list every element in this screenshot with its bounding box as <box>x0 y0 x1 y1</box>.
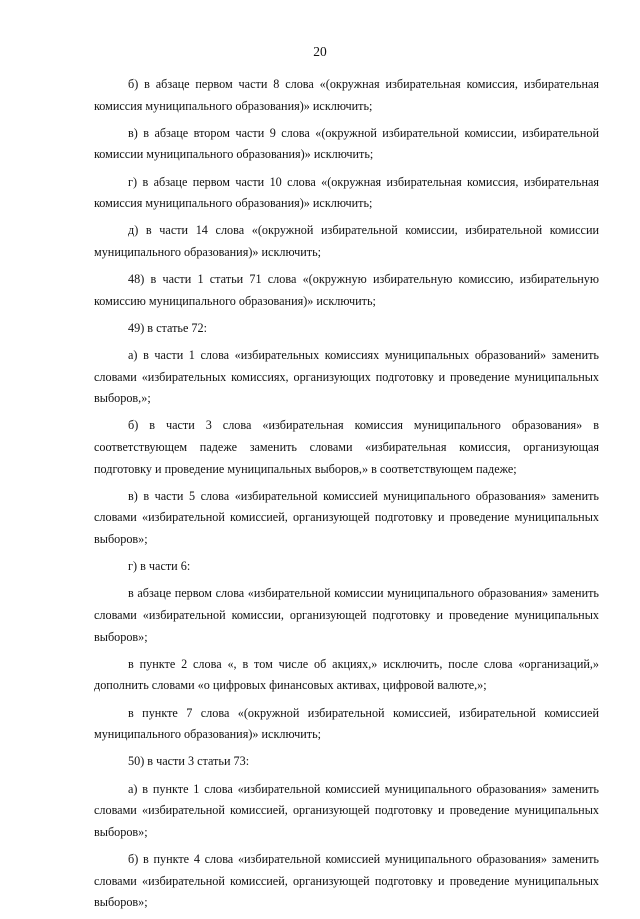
paragraph-item-d: д) в части 14 слова «(окружной избирательной комиссии, избирательной комиссии муниципального образования)» исключить; <box>94 223 599 259</box>
paragraph-49-g-abzac: в абзаце первом слова «избирательной комиссии муниципального образования» заменить словами «избирательной комиссии, организующей подготовку и проведение муниципальных выборов»; <box>94 586 599 644</box>
page-number: 20 <box>313 44 327 59</box>
paragraph-item-v: в) в абзаце втором части 9 слова «(окружной избирательной комиссии, избирательной комиссии муниципального образования)» исключить; <box>94 125 599 162</box>
paragraph-49-b: б) в части 3 слова «избирательная комиссия муниципального образования» в соответствующем падеже заменить словами «избирательная комиссия, организующая подготовку и проведение муниципальных выборов,» в соответствующем падеже; <box>94 418 599 476</box>
paragraph-50-b: б) в пункте 4 слова «избирательной комиссией муниципального образования» заменить словами «избирательной комиссией, организующей подготовку и проведение муниципальных выборов»; <box>94 851 599 910</box>
paragraph-point-50: 50) в части 3 статьи 73: <box>128 754 250 769</box>
paragraph-item-b: б) в абзаце первом части 8 слова «(окружная избирательная комиссия, избирательная комиссия муниципального образования)» исключить; <box>94 77 599 113</box>
paragraph-point-49: 49) в статье 72: <box>128 320 207 335</box>
paragraph-49-a: а) в части 1 слова «избирательных комиссиях муниципальных образований» заменить словами «избирательных комиссиях, организующих подготовку и проведение муниципальных выборов,»; <box>94 348 599 406</box>
paragraph-50-a: а) в пункте 1 слова «избирательной комиссией муниципального образования» заменить словами «избирательной комиссией, организующей подготовку и проведение муниципальных выборов»; <box>94 781 599 839</box>
paragraph-item-g: г) в абзаце первом части 10 слова «(окружная избирательная комиссия, избирательная комиссия муниципального образования)» исключить; <box>94 174 599 211</box>
paragraph-49-g: г) в части 6: <box>128 559 191 574</box>
paragraph-point-48: 48) в части 1 статьи 71 слова «(окружную избирательную комиссию, избирательную комиссию муниципального образования)» исключить; <box>94 272 599 308</box>
paragraph-49-v: в) в части 5 слова «избирательной комиссией муниципального образования» заменить словами «избирательной комиссией, организующей подготовку и проведение муниципальных выборов»; <box>94 488 599 547</box>
document-body <box>94 74 599 919</box>
paragraph-49-g-punkt-7: в пункте 7 слова «(окружной избирательной комиссией, избирательной комиссией муниципального образования)» исключить; <box>94 705 599 742</box>
paragraph-49-g-punkt-2: в пункте 2 слова «, в том числе об акциях,» исключить, после слова «организаций,» дополнить словами «о цифровых финансовых активах, цифровой валюте,»; <box>94 656 599 693</box>
